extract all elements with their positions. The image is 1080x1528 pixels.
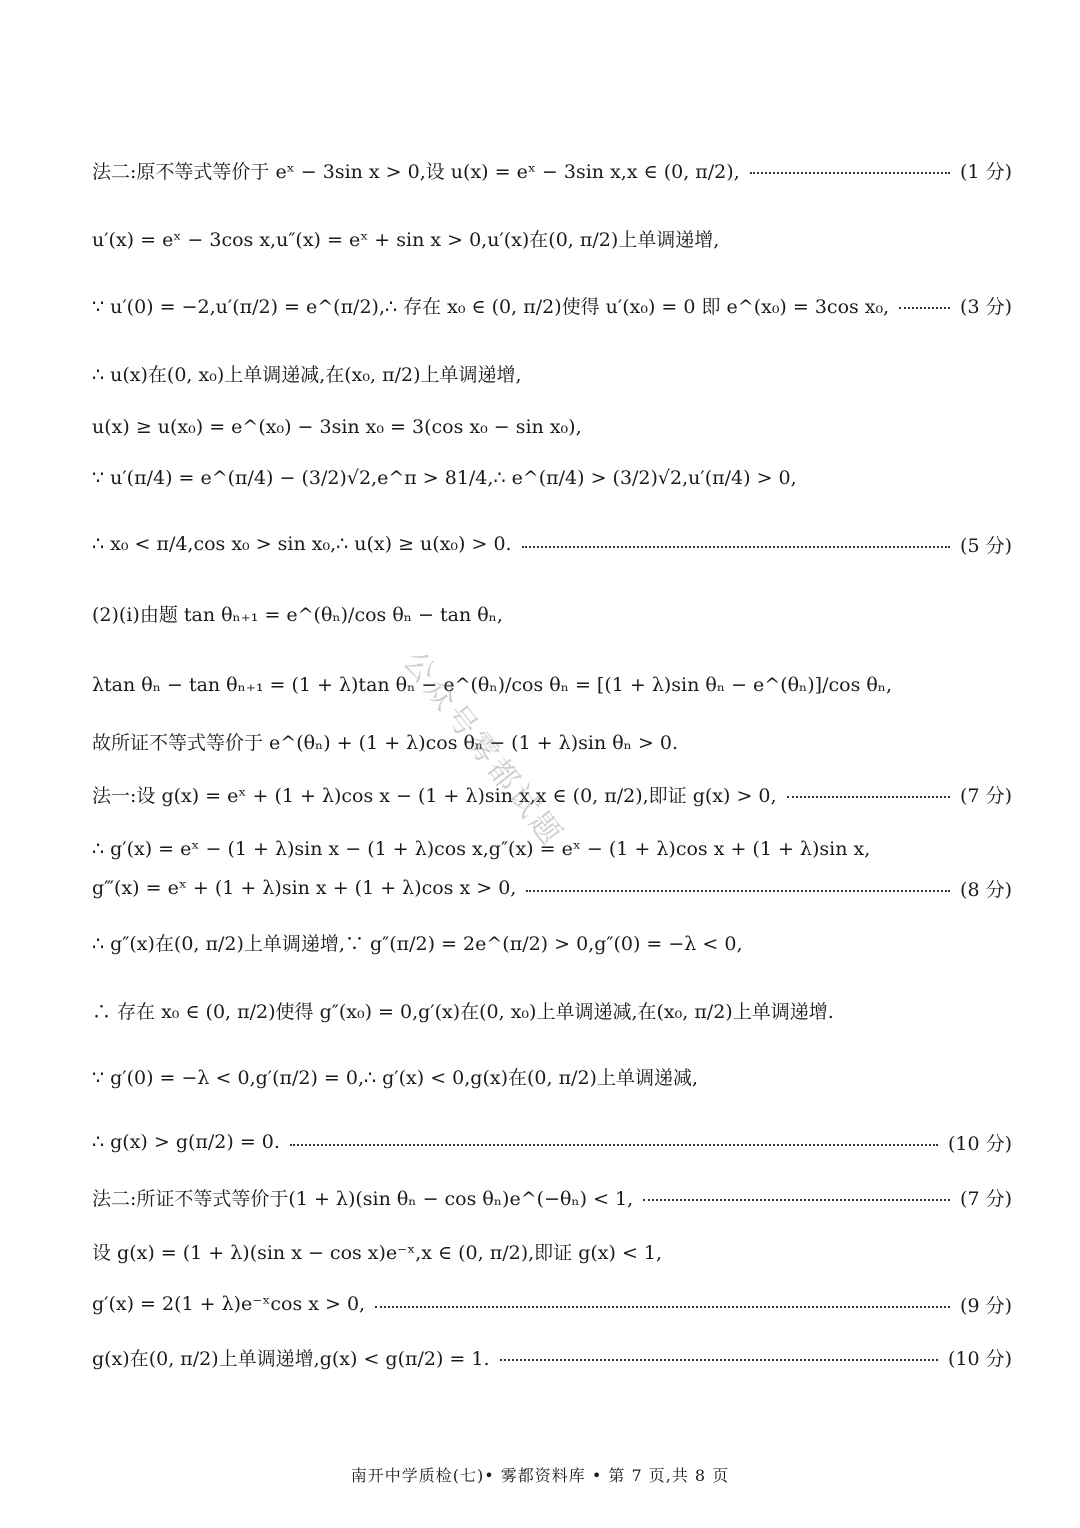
line-4 xyxy=(92,410,1012,444)
line-text: 法二:所证不等式等价于(1 + λ)(sin θₙ − cos θₙ)e^(−θₙ) < 1, xyxy=(92,1187,634,1210)
line-5 xyxy=(92,461,1012,495)
line-text: λtan θₙ − tan θₙ₊₁ = (1 + λ)tan θₙ − e^(θₙ)/cos θₙ = [(1 + λ)sin θₙ − e^(θₙ)]/cos θₙ, xyxy=(92,674,893,696)
line-15 xyxy=(92,1059,1012,1093)
line-7 xyxy=(92,596,1012,630)
line-17 xyxy=(92,1180,1012,1214)
line-text: ∴ u(x)在(0, x₀)上单调递减,在(x₀, π/2)上单调递增, xyxy=(92,363,522,386)
dot-leader xyxy=(375,1306,950,1308)
score-label: (5 分) xyxy=(960,534,1012,557)
score-label: (7 分) xyxy=(960,1187,1012,1210)
line-text: u′(x) = eˣ − 3cos x,u″(x) = eˣ + sin x > 0,u′(x)在(0, π/2)上单调递增, xyxy=(92,228,720,251)
line-text: g′(x) = 2(1 + λ)e⁻ˣcos x > 0, xyxy=(92,1293,366,1315)
dot-leader xyxy=(643,1199,950,1201)
line-2 xyxy=(92,288,1012,322)
score-label: (10 分) xyxy=(947,1132,1012,1155)
dot-leader xyxy=(899,307,950,309)
score-label: (9 分) xyxy=(960,1294,1012,1317)
line-16 xyxy=(92,1125,1012,1159)
line-1 xyxy=(92,221,1012,255)
line-text: u(x) ≥ u(x₀) = e^(x₀) − 3sin x₀ = 3(cos x₀ − sin x₀), xyxy=(92,416,582,438)
dot-leader xyxy=(500,1359,938,1361)
line-9 xyxy=(92,724,1012,758)
line-text: ∵ g′(0) = −λ < 0,g′(π/2) = 0,∴ g′(x) < 0,g(x)在(0, π/2)上单调递减, xyxy=(92,1066,698,1089)
line-text: ∴ x₀ < π/4,cos x₀ > sin x₀,∴ u(x) ≥ u(x₀) > 0. xyxy=(92,533,512,555)
line-text: ∴ g(x) > g(π/2) = 0. xyxy=(92,1131,280,1153)
line-14 xyxy=(92,993,1012,1027)
score-label: (10 分) xyxy=(947,1347,1012,1370)
line-text: ∴ 存在 x₀ ∈ (0, π/2)使得 g″(x₀) = 0,g′(x)在(0, x₀)上单调递减,在(x₀, π/2)上单调递增. xyxy=(92,1000,834,1023)
line-text: 法一:设 g(x) = eˣ + (1 + λ)cos x − (1 + λ)sin x,x ∈ (0, π/2),即证 g(x) > 0, xyxy=(92,784,777,807)
line-8 xyxy=(92,668,1012,702)
dot-leader xyxy=(750,172,950,174)
line-text: ∵ u′(π/4) = e^(π/4) − (3/2)√2,e^π > 81/4,∴ e^(π/4) > (3/2)√2,u′(π/4) > 0, xyxy=(92,467,797,489)
dot-leader xyxy=(290,1144,938,1146)
line-13 xyxy=(92,925,1012,959)
line-12 xyxy=(92,871,1012,905)
line-20 xyxy=(92,1340,1012,1374)
page-footer: 南开中学质检(七)• 雾都资料库 • 第 7 页,共 8 页 xyxy=(350,1466,730,1485)
line-text: 故所证不等式等价于 e^(θₙ) + (1 + λ)cos θₙ − (1 + λ)sin θₙ > 0. xyxy=(92,731,679,754)
line-text: ∵ u′(0) = −2,u′(π/2) = e^(π/2),∴ 存在 x₀ ∈ (0, π/2)使得 u′(x₀) = 0 即 e^(x₀) = 3cos x₀, xyxy=(92,295,890,318)
line-3 xyxy=(92,356,1012,390)
line-text: 法二:原不等式等价于 eˣ − 3sin x > 0,设 u(x) = eˣ − 3sin x,x ∈ (0, π/2), xyxy=(92,160,740,183)
score-label: (7 分) xyxy=(960,784,1012,807)
line-text: g(x)在(0, π/2)上单调递增,g(x) < g(π/2) = 1. xyxy=(92,1347,490,1370)
line-text: g‴(x) = eˣ + (1 + λ)sin x + (1 + λ)cos x > 0, xyxy=(92,877,517,899)
line-text: ∴ g″(x)在(0, π/2)上单调递增,∵ g″(π/2) = 2e^(π/2) > 0,g″(0) = −λ < 0, xyxy=(92,932,743,955)
line-text: 设 g(x) = (1 + λ)(sin x − cos x)e⁻ˣ,x ∈ (0, π/2),即证 g(x) < 1, xyxy=(92,1241,663,1264)
line-18 xyxy=(92,1234,1012,1268)
line-text: ∴ g′(x) = eˣ − (1 + λ)sin x − (1 + λ)cos x,g″(x) = eˣ − (1 + λ)cos x + (1 + λ)sin x, xyxy=(92,838,871,860)
dot-leader xyxy=(526,890,950,892)
line-0 xyxy=(92,153,1012,187)
line-text: (2)(i)由题 tan θₙ₊₁ = e^(θₙ)/cos θₙ − tan θₙ, xyxy=(92,603,503,626)
dot-leader xyxy=(787,796,951,798)
score-label: (3 分) xyxy=(960,295,1012,318)
line-19 xyxy=(92,1287,1012,1321)
watermark: 公众号雾都试题 xyxy=(396,644,571,855)
line-6 xyxy=(92,527,1012,561)
dot-leader xyxy=(522,546,950,548)
score-label: (8 分) xyxy=(960,878,1012,901)
score-label: (1 分) xyxy=(960,160,1012,183)
